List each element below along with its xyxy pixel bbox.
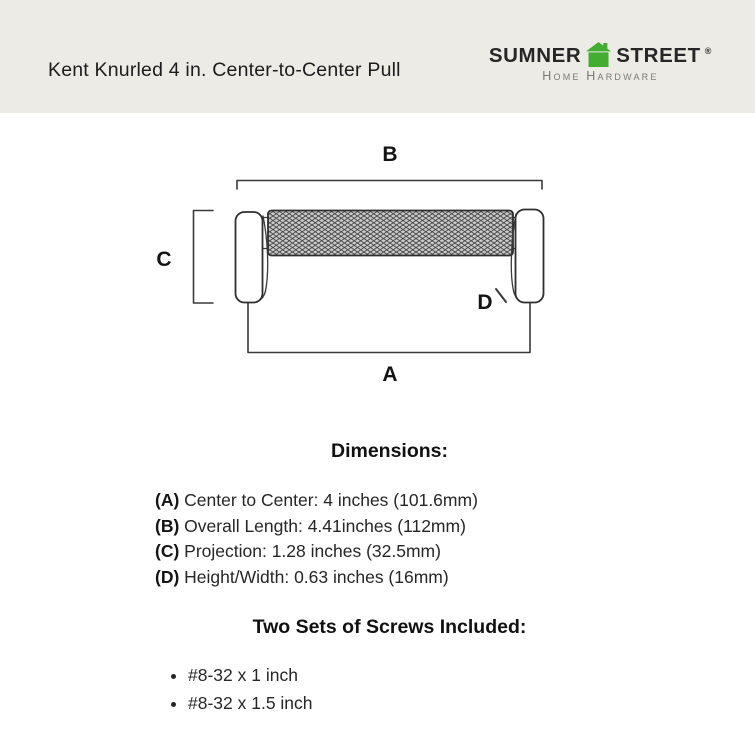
dimension-key: (A)	[155, 490, 180, 510]
dimension-key: (C)	[155, 541, 180, 561]
left-post	[236, 212, 263, 303]
page-title: Kent Knurled 4 in. Center-to-Center Pull	[48, 59, 401, 81]
label-a: A	[382, 363, 398, 386]
label-d: D	[477, 291, 493, 314]
dimension-text: Center to Center: 4 inches (101.6mm)	[179, 490, 478, 510]
label-b: B	[382, 143, 398, 166]
dimension-item-c	[155, 539, 478, 565]
dimension-text: Height/Width: 0.63 inches (16mm)	[179, 566, 449, 587]
logo-word-sumner: SUMNER	[488, 44, 582, 67]
screws-heading: Two Sets of Screws Included:	[252, 616, 527, 638]
dimension-key: (B)	[155, 515, 180, 536]
right-post	[516, 210, 544, 303]
logo-tagline: Home Hardware	[542, 69, 659, 83]
dim-line-d	[496, 289, 506, 302]
dimension-item-a	[155, 488, 478, 514]
screws-list	[155, 662, 313, 717]
screw-item: • #8-32 x 1.5 inch	[188, 690, 313, 718]
dim-line-c	[194, 211, 214, 304]
dimensions-list	[155, 488, 478, 590]
screw-item: • #8-32 x 1 inch	[188, 662, 313, 690]
dimension-item-d	[155, 565, 478, 591]
registered-mark: ®	[704, 46, 712, 56]
knurled-bar	[268, 211, 513, 256]
label-c: C	[156, 248, 172, 271]
dimension-key: (D)	[155, 566, 180, 587]
dim-line-b	[237, 181, 542, 190]
logo-word-street: STREET	[616, 44, 701, 67]
dimension-text: Projection: 1.28 inches (32.5mm)	[179, 541, 441, 561]
dimensions-heading: Dimensions:	[330, 440, 449, 462]
dimension-text: Overall Length: 4.41inches (112mm)	[179, 515, 466, 536]
dimension-item-b	[155, 514, 478, 540]
